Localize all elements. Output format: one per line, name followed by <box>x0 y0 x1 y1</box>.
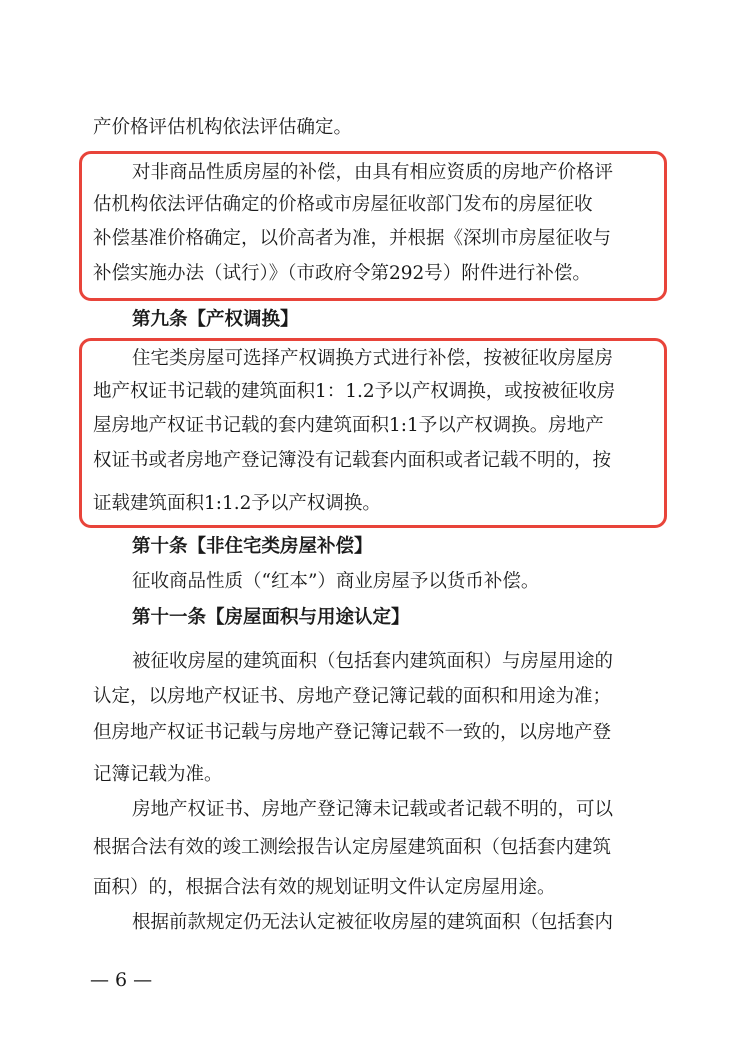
text-line: 根据合法有效的竣工测绘报告认定房屋建筑面积（包括套内建筑 <box>93 837 612 858</box>
text-line: 补偿基准价格确定，以价高者为准，并根据《深圳市房屋征收与 <box>93 228 612 249</box>
text-line: 屋房地产权证书记载的套内建筑面积1:1予以产权调换。房地产 <box>93 415 604 436</box>
text-line: 面积）的，根据合法有效的规划证明文件认定房屋用途。 <box>93 877 556 898</box>
text-line: 根据前款规定仍无法认定被征收房屋的建筑面积（包括套内 <box>132 912 614 933</box>
article-heading: 第十一条【房屋面积与用途认定】 <box>132 607 410 628</box>
text-line: 地产权证书记载的建筑面积1：1.2予以产权调换，或按被征收房 <box>93 381 616 402</box>
article-heading: 第十条【非住宅类房屋补偿】 <box>132 536 373 557</box>
text-line: 估机构依法评估确定的价格或市房屋征收部门发布的房屋征收 <box>93 194 593 215</box>
text-line: 补偿实施办法（试行）》（市政府令第292号）附件进行补偿。 <box>93 263 591 284</box>
text-line: 认定，以房地产权证书、房地产登记簿记载的面积和用途为准； <box>93 686 612 707</box>
text-line: 记簿记载为准。 <box>93 764 223 785</box>
text-line: 对非商品性质房屋的补偿，由具有相应资质的房地产价格评 <box>132 162 614 183</box>
text-line: 房地产权证书、房地产登记簿未记载或者记载不明的，可以 <box>132 799 614 820</box>
text-line: 征收商品性质（“红本”）商业房屋予以货币补偿。 <box>132 571 540 592</box>
text-line: 住宅类房屋可选择产权调换方式进行补偿，按被征收房屋房 <box>132 348 614 369</box>
text-line: 被征收房屋的建筑面积（包括套内建筑面积）与房屋用途的 <box>132 651 614 672</box>
text-line: 证载建筑面积1:1.2予以产权调换。 <box>93 493 381 514</box>
text-line: 产价格评估机构依法评估确定。 <box>93 117 353 138</box>
text-line: 但房地产权证书记载与房地产登记簿记载不一致的，以房地产登 <box>93 722 612 743</box>
page-number: — 6 — <box>90 969 153 991</box>
article-heading: 第九条【产权调换】 <box>132 309 299 330</box>
text-line: 权证书或者房地产登记簿没有记载套内面积或者记载不明的，按 <box>93 450 612 471</box>
